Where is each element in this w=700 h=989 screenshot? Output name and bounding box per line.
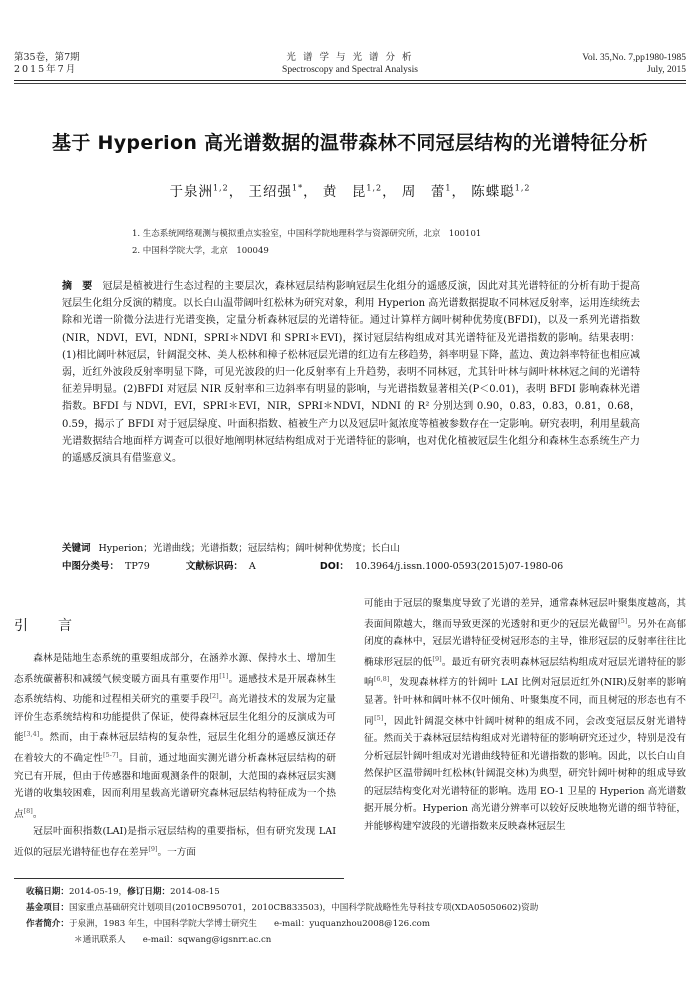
author-name: 王绍强 [248,184,292,200]
author-bio-text: 于泉洲，1983 年生，中国科学院大学博士研究生 e-mail：yuquanzhou2008@126.com [68,919,430,929]
paper-title: 基于 Hyperion 高光谱数据的温带森林不同冠层结构的光谱特征分析 [52,132,648,154]
text-run: 。 [32,808,43,820]
text-run: ，因此针阔混交林中针阔叶树种的组成不同，会改变冠层反射光谱特征。然而关于森林冠层结构组成对光谱特征的影响研究还过少，特别是没有分析冠层针阔叶组成对光谱曲线特征和光谱指数的影响。因此，以长白山自然保护区温带阔叶红松林(针阔混交林)为典型，研究针阔叶树种的组成导致的冠层结构变化对光谱特征的影响。选用 EO-1 卫星的 Hyperion 高光谱数据开展分析。Hyperion 高光谱分辨率可以较好反映地物光谱的细节特征，并能够构建窄波段的光谱指数来反映森林冠层生 [364,715,687,832]
keywords-label: 关键词 [62,543,91,554]
text-run: 冠层叶面积指数(LAI)是指示冠层结构的重要指标，但有研究发现 LAI 近似的冠层光谱特征也存在差异 [14,826,336,859]
journal-name-en: Spectroscopy and Spectral Analysis [282,65,418,75]
revised-date: 2014-08-15 [170,887,220,897]
text-run: 。另外在高郁闭度的森林中，冠层光谱特征受树冠形态的主导，锥形冠层的反射率往往比椭球形冠层的低 [364,618,687,668]
footnote-rule [14,878,344,879]
journal-date-cn: 2015年7月 [14,64,78,75]
citation[interactable]: [9] [148,844,158,853]
journal-issue-cn [14,52,80,76]
journal-volume-cn: 第35卷，第7期 [14,52,80,63]
author-affiliation-mark: 1 [445,183,452,193]
citation[interactable]: [5-7] [102,751,119,760]
abstract [62,278,640,467]
author-bio-label: 作者简介： [26,919,69,929]
paragraph [14,823,336,861]
body-column-left [14,650,336,862]
doi-label: DOI： [319,561,349,572]
footnote-author [26,916,430,932]
author-affiliation-mark: 1* [291,183,304,193]
clc-value: TP79 [125,561,150,572]
affiliation-2: 2. 中国科学院大学，北京 100049 [132,246,269,256]
author-affiliation-mark: 1,2 [514,183,531,193]
journal-volume-en: Vol. 35,No. 7,pp1980-1985 [582,53,686,63]
citation[interactable]: [1] [219,671,229,680]
footnote-corresponding: ＊通讯联系人 e-mail：sqwang@igsnrr.ac.cn [74,935,272,945]
text-run: 。最近有研究表明森林冠层结构组成对冠层光谱特征的影响 [364,656,687,689]
text-run: 森林是陆地生态系统的重要组成部分，在涵养水源、保持水土、增加生态系统碳蓄积和减缓气候变暖方面具有重要作用 [14,653,336,685]
citation[interactable]: [6,8] [373,675,390,684]
author-affiliation-mark: 1,2 [212,183,229,193]
doc-code-label: 文献标识码： [185,561,243,572]
journal-issue-en [582,52,686,76]
body-column-right [364,595,686,835]
journal-name-cn: 光 谱 学 与 光 谱 分 析 [286,52,414,63]
keywords [62,540,640,557]
citation[interactable]: [5] [618,616,628,625]
author-affiliation-mark: 1,2 [366,183,383,193]
fund-text: 国家重点基础研究计划项目(2010CB950701，2010CB833503)，中国科学院战略性先导科技专项(XDA05050602)资助 [68,903,539,913]
revised-label: 修订日期： [127,887,171,897]
citation[interactable]: [5] [374,713,384,722]
received-label: 收稿日期： [26,887,69,897]
author-list: 于泉洲$^{1,2}$， 王绍强$^{1*}$， 黄 昆$^{1,2}$， 周 蕾$^1$， 陈蝶聪$^{1,2}$ [169,183,531,200]
received-date: 2014-05-19， [68,887,128,897]
doc-code-value: A [248,561,256,572]
footnote-dates [26,884,220,900]
citation[interactable]: [8] [23,806,33,815]
author-name: 于泉洲 [169,184,213,200]
text-run: 。一方面 [157,847,196,859]
author-name: 黄 昆 [322,184,367,200]
text-run: 。高光谱技术的发展为定量评价生态系统结构和功能提供了保证，使得森林冠层生化组分的反演成为可能 [14,694,337,744]
paragraph [364,595,686,835]
doi-value: 10.3964/j.issn.1000-0593(2015)07-1980-06 [354,561,564,572]
citation[interactable]: [2] [209,692,219,701]
classification-line [62,558,662,575]
clc-label: 中图分类号： [62,561,120,572]
header-rule-thin [14,83,686,84]
text-run: 。然而，由于森林冠层结构的复杂性，冠层生化组分的遥感反演还存在着较大的不确定性 [14,732,337,765]
header-rule [14,80,686,81]
text-run: ，发现森林样方的针阔叶 LAI 比例对冠层近红外(NIR)反射率的影响显著。针叶林和阔叶林不仅叶倾角、叶聚集度不同，而且树冠的形态也有不同 [364,677,686,727]
citation[interactable]: [3,4] [23,730,40,739]
abstract-label: 摘 要 [62,281,93,292]
citation[interactable]: [9] [432,654,442,663]
footnote-fund [26,900,538,916]
author-name: 陈蝶聪 [471,184,515,200]
abstract-text: 冠层是植被进行生态过程的主要层次，森林冠层结构影响冠层生化组分的遥感反演，因此对其光谱特征的分析有助于提高冠层生化组分反演的精度。以长白山温带阔叶红松林为研究对象，利用 Hyperion 高光谱数据提取不同林冠反射率，运用连续统去除和光谱一阶微分法进行光谱变换，定量分析森林冠层的光谱特征。通过计算样方阔叶树种优势度(BFDI)，以及一系列光谱指数(NIR，NDVI，EVI，NDNI，SPRI＊NDVI 和 SPRI＊EVI)，探讨冠层结构组成对其光谱特征及光谱指数的影响。结果表明：(1)相比阔叶林冠层，针阔混交林、美人松林和樟子松林冠层光谱的红边有左移趋势，斜率明显下降，蓝边、黄边斜率特征也相应减弱，近红外波段反射率明显下降，可见光波段的归一化反射率有上升趋势，表明不同林冠，尤其针叶林与阔叶林林冠之间的光谱特征差异明显。(2)BFDI 对冠层 NIR 反射率和三边斜率有明显的影响，与光谱指数显著相关(P＜0.01)，表明 BFDI 影响森林光谱指数。BFDI 与 NDVI，EVI，SPRI＊EVI，NIR，SPRI＊NDVI，NDNI 的 R² 分别达到 0.90，0.83，0.83，0.81，0.68，0.59，揭示了 BFDI 对于冠层绿度、叶面积指数、植被生产力以及冠层叶氮浓度等植被参数存在一定影响。研究表明，利用星载高光谱数据结合地面样方调查可以很好地阐明林冠结构组成对于光谱特征的影响，也对优化植被冠层生化组分和森林生态系统生产力的遥感反演具有借鉴意义。 [62,281,641,465]
text-run: 。目前，通过地面实测光谱分析森林冠层结构的研究已有开展，但由于传感器和地面观测条件的限制，大范围的森林冠层实测光谱的收集较困难，因而利用星载高光谱研究森林冠层结构特征成为一个热点 [14,753,337,820]
journal-date-en: July, 2015 [647,65,686,75]
section-heading-introduction: 引 言 [14,618,80,634]
affiliation-1: 1. 生态系统网络观测与模拟重点实验室，中国科学院地理科学与资源研究所，北京 100101 [132,229,482,239]
text-run: 。遥感技术是开展森林生态系统结构、功能和过程相关研究的重要手段 [14,673,337,706]
author-name: 周 蕾 [401,184,446,200]
journal-name [200,52,500,76]
paragraph [14,650,336,823]
text-run: 可能由于冠层的聚集度导致了光谱的差异，通常森林冠层叶聚集度越高，其表面间隙越大，继而导致更深的光透射和更少的冠层光截留 [364,598,686,630]
fund-label: 基金项目： [26,903,69,913]
keywords-text: Hyperion；光谱曲线；光谱指数；冠层结构；阔叶树种优势度；长白山 [98,543,400,554]
